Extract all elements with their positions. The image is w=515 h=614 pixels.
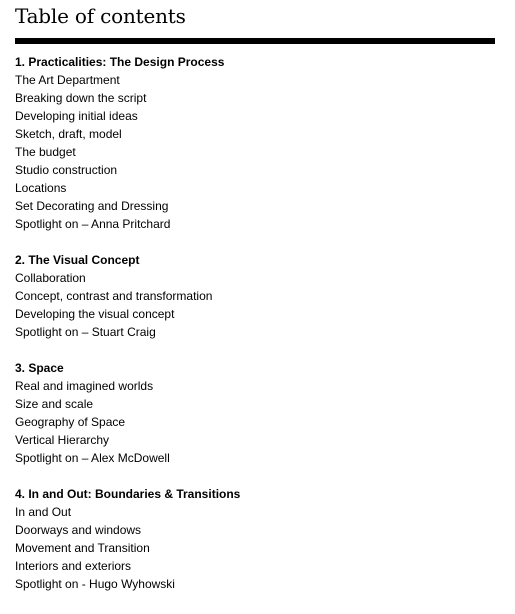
section-heading: 1. Practicalities: The Design Process xyxy=(15,55,225,69)
toc-item: Interiors and exteriors xyxy=(15,559,132,573)
toc-item: Collaboration xyxy=(15,271,86,285)
toc-item: Studio construction xyxy=(15,163,118,177)
toc-item: In and Out xyxy=(15,505,72,519)
toc-item: Spotlight on - Hugo Wyhowski xyxy=(15,577,175,591)
toc-item: Spotlight on – Anna Pritchard xyxy=(15,217,171,231)
section-heading: 2. The Visual Concept xyxy=(15,253,140,267)
toc-item: Set Decorating and Dressing xyxy=(15,199,169,213)
toc-item: Movement and Transition xyxy=(15,541,150,555)
title-divider xyxy=(15,38,495,44)
toc-item: Developing initial ideas xyxy=(15,109,138,123)
toc-section-1 xyxy=(15,53,495,233)
toc-item: Breaking down the script xyxy=(15,91,147,105)
section-heading: 4. In and Out: Boundaries & Transitions xyxy=(15,487,241,501)
toc-section-2 xyxy=(15,251,495,341)
toc-item: Spotlight on – Alex McDowell xyxy=(15,451,170,465)
section-heading: 3. Space xyxy=(15,361,64,375)
toc-item: Geography of Space xyxy=(15,415,126,429)
toc-item: Spotlight on – Stuart Craig xyxy=(15,325,156,339)
toc-item: Size and scale xyxy=(15,397,94,411)
toc-item: Vertical Hierarchy xyxy=(15,433,110,447)
toc-item: Real and imagined worlds xyxy=(15,379,154,393)
toc-section-4 xyxy=(15,485,495,593)
toc-item: Developing the visual concept xyxy=(15,307,175,321)
toc-item: The budget xyxy=(15,145,76,159)
toc-item: Doorways and windows xyxy=(15,523,142,537)
toc-item: The Art Department xyxy=(15,73,120,87)
toc-sections xyxy=(15,53,495,611)
toc-item: Concept, contrast and transformation xyxy=(15,289,213,303)
toc-item: Sketch, draft, model xyxy=(15,127,122,141)
toc-item: Locations xyxy=(15,181,67,195)
page-title: Table of contents xyxy=(15,4,186,28)
toc-section-3 xyxy=(15,359,495,467)
